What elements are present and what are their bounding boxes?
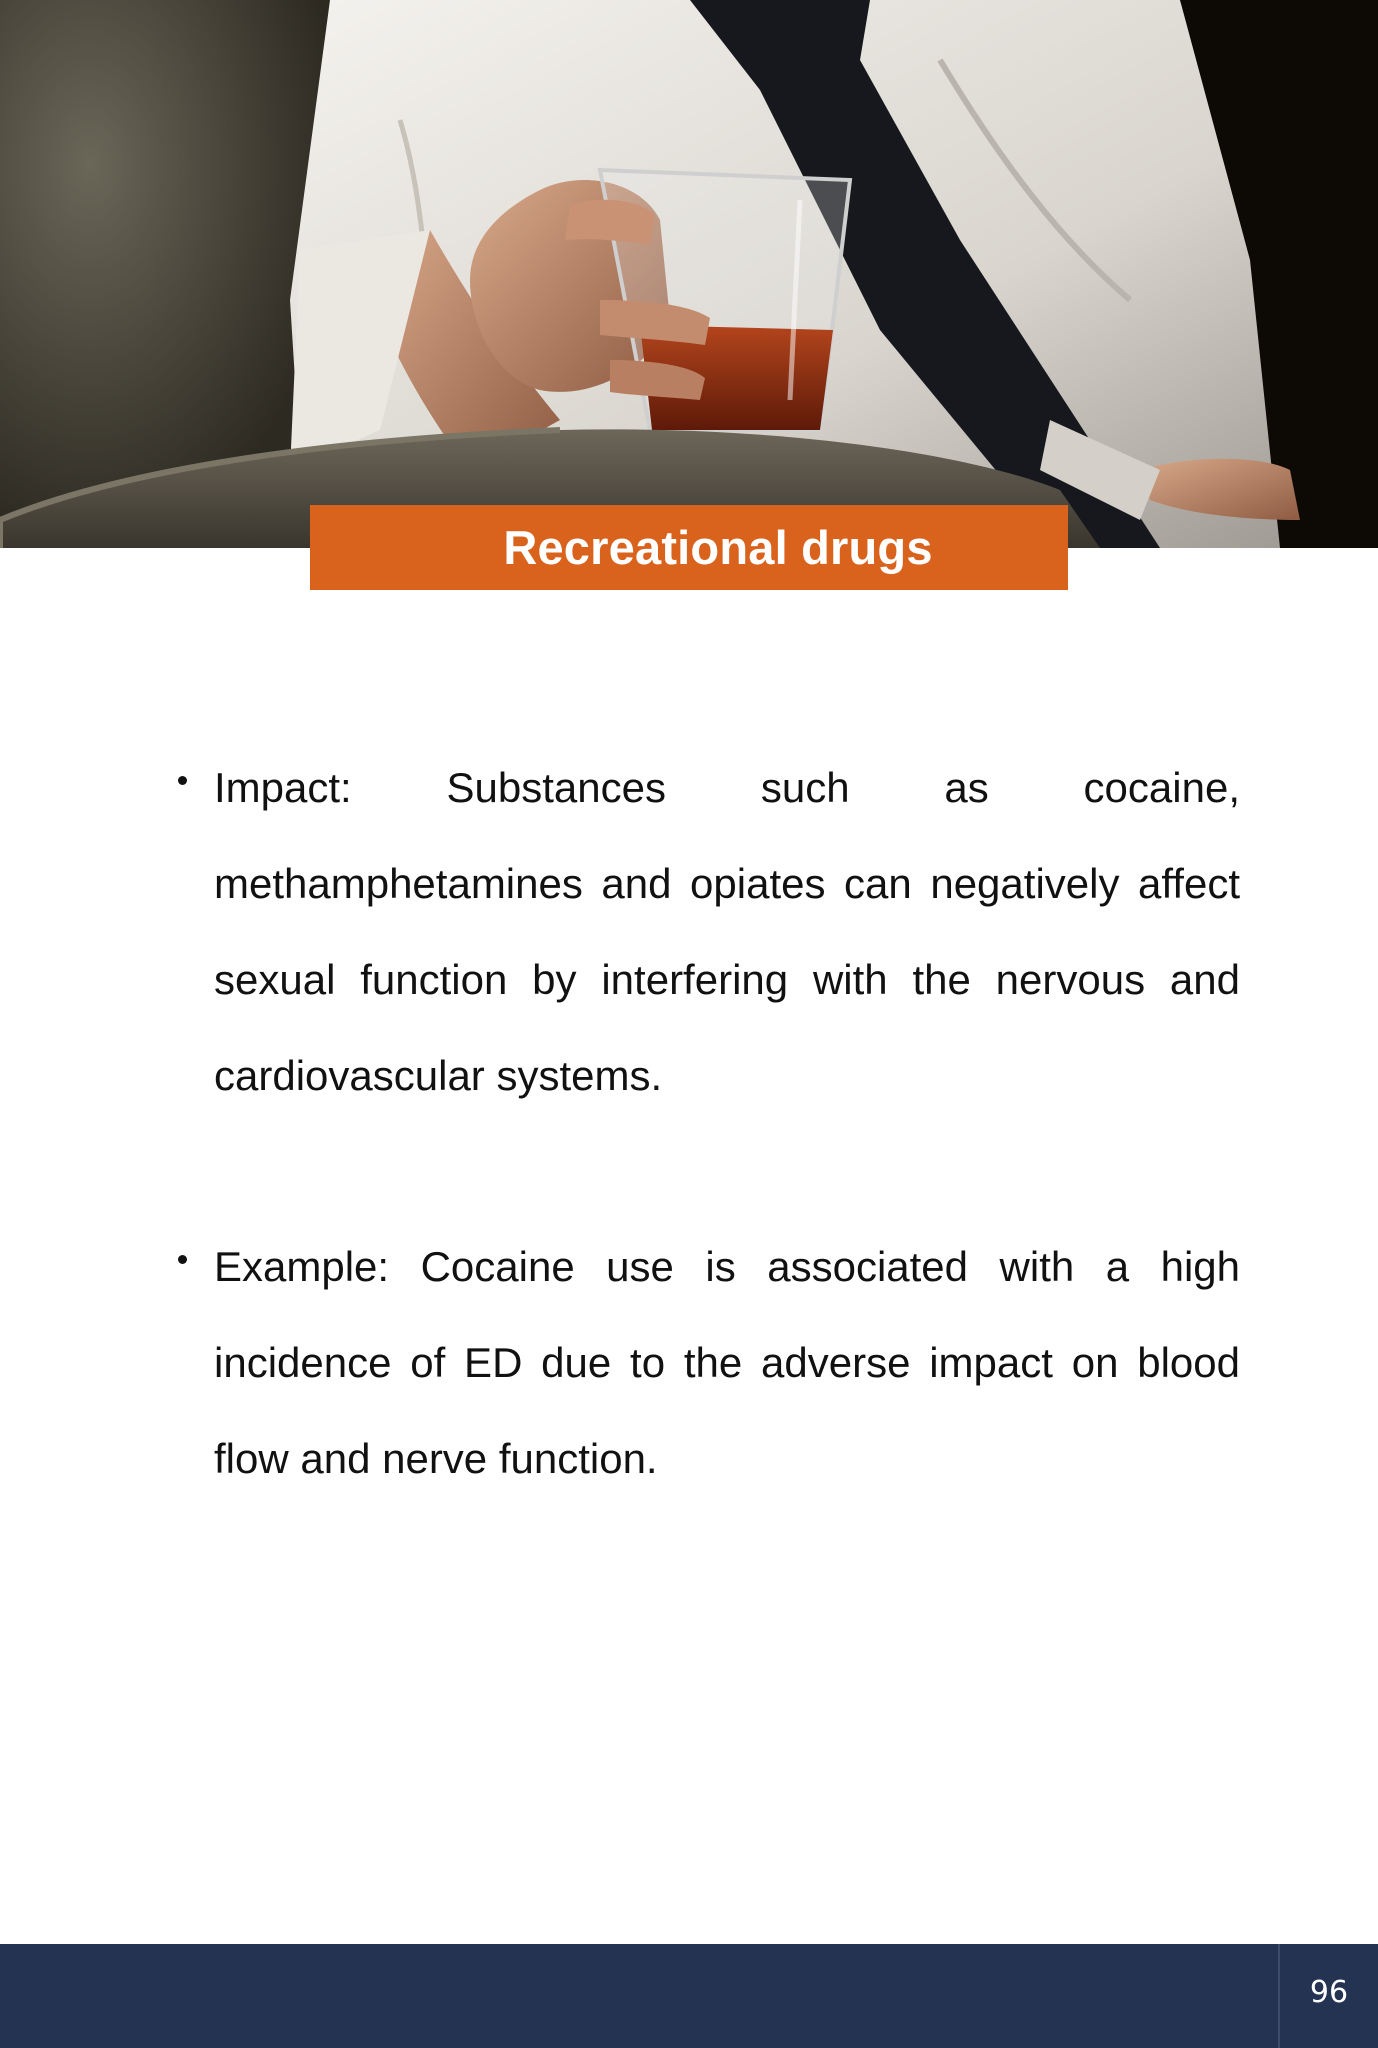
- bullet-text: Example: Cocaine use is associated with a high incidence of ED due to the adverse impact on blood flow and nerve function.: [214, 1243, 1240, 1482]
- bullet-text: Impact: Substances such as cocaine, methamphetamines and opiates can negatively affect sexual function by interfering with the nervous and cardiovascular systems.: [214, 764, 1240, 1099]
- page-number-box: [1278, 1944, 1378, 2048]
- page-title: Recreational drugs: [503, 521, 933, 574]
- page-number: 96: [1309, 1974, 1349, 2010]
- list-item: [172, 1219, 1240, 1507]
- hero-photo-illustration: [0, 0, 1378, 548]
- title-banner: [310, 505, 1068, 590]
- list-item: [172, 740, 1240, 1124]
- bullet-icon: [178, 776, 187, 785]
- bullet-icon: [178, 1255, 187, 1264]
- bullet-list: [172, 740, 1240, 1602]
- hero-photo: [0, 0, 1378, 548]
- footer-bar: [0, 1944, 1378, 2048]
